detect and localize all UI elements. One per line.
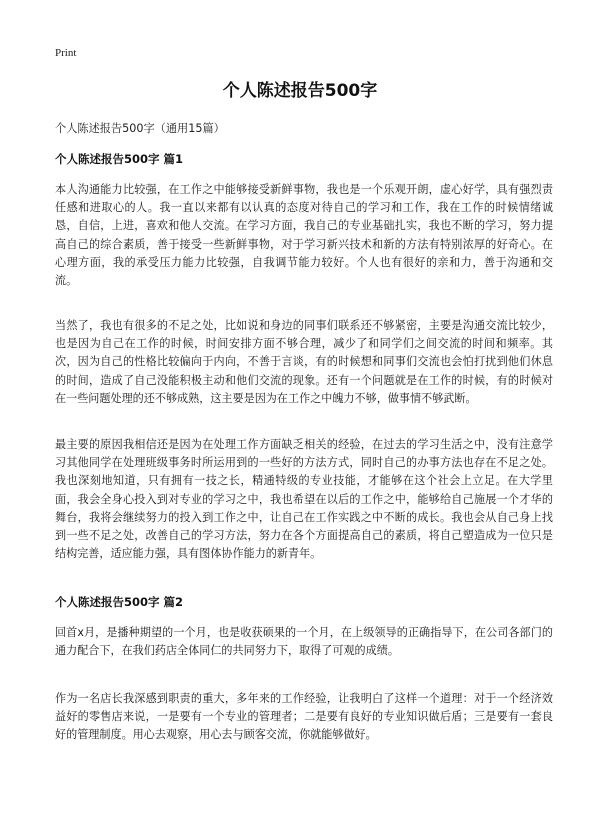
paragraph: 本人沟通能力比较强，在工作之中能够接受新鲜事物，我也是一个乐观开朗，虚心好学，具有强烈责任感和进取心的人。我一直以来都有以认真的态度对待自己的学习和工作，我在工作的时候情绪诚恳，自信，上进，喜欢和他人交流。在学习方面，我自己的专业基础扎实，我也不断的学习，努力提高自己的综合素质，善于接受一些新鲜事物，对于学习新兴技术和新的方法有特别浓厚的好奇心。在心理方面，我的承受压力能力比较强，自我调节能力较好。个人也有很好的亲和力，善于沟通和交流。	[55, 183, 553, 288]
document-subtitle: 个人陈述报告500字（通用15篇）	[55, 122, 225, 135]
paragraph: 作为一名店长我深感到职责的重大，多年来的工作经验，让我明白了这样一个道理：对于一个经济效益好的零售店来说，一是要有一个专业的管理者；二是要有良好的专业知识做后盾；三是要有一套良好的管理制度。用心去观察，用心去与顾客交流，你就能够做好。	[55, 692, 553, 742]
paragraph: 最主要的原因我相信还是因为在处理工作方面缺乏相关的经验，在过去的学习生活之中，没有注意学习其他同学在处理班级事务时所运用到的一些好的方法方式，同时自己的办事方法也存在不足之处。我也深刻地知道，只有拥有一技之长，精通特级的专业技能，才能够在这个社会上立足。在大学里面，我会全身心投入到对专业的学习之中，我也希望在以后的工作之中，能够给自己施展一个才华的舞台，我将会继续努力的投入到工作之中，让自己在工作实践之中不断的成长。我也会从自己身上找到一些不足之处，改善自己的学习方法，努力在各个方面提高自己的素质，将自己塑造成为一位只是结构完善，适应能力强，具有图体协作能力的新青年。	[55, 438, 553, 561]
document-title: 个人陈述报告500字	[222, 81, 378, 101]
paragraph: 当然了，我也有很多的不足之处，比如说和身边的同事们联系还不够紧密，主要是沟通交流比较少，也是因为自己在工作的时候，时间安排方面不够合理，减少了和同学们之间交流的时间和频率。其次，因为自己的性格比较偏向于内向，不善于言谈，有的时候想和同事们交流也会怕打扰到他们休息的时间，造成了自己没能积极主动和他们交流的现象。还有一个问题就是在工作的时候，有的时候对在一些问题处理的还不够成熟，这主要是因为在工作之中魄力不够，做事情不够武断。	[55, 319, 553, 405]
section-heading-1: 个人陈述报告500字 篇1	[55, 152, 184, 166]
section-heading-2: 个人陈述报告500字 篇2	[55, 595, 184, 609]
print-label: Print	[55, 47, 77, 59]
paragraph: 回首x月，是播种期望的一个月，也是收获硕果的一个月，在上级领导的正确指导下，在公司各部门的通力配合下，在我们药店全体同仁的共同努力下，取得了可观的成绩。	[55, 626, 553, 658]
